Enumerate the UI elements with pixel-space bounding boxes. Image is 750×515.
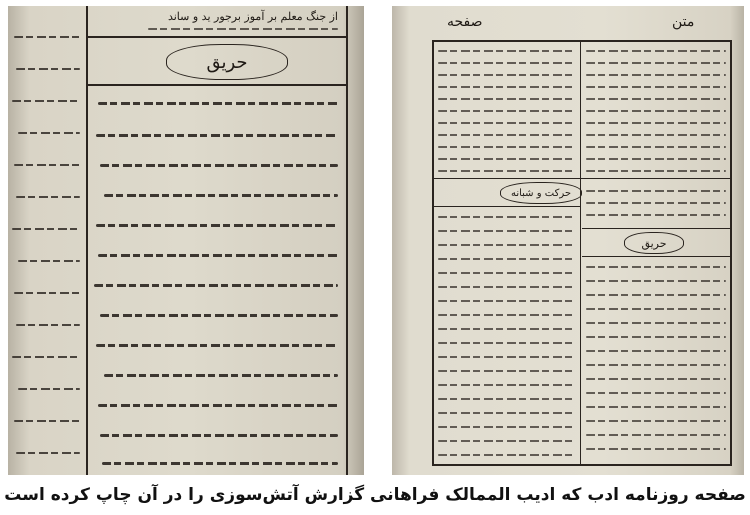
script-line bbox=[438, 216, 576, 218]
heading-rule bbox=[433, 206, 580, 207]
script-line bbox=[98, 254, 338, 257]
script-line bbox=[586, 280, 726, 282]
script-line bbox=[12, 356, 80, 358]
script-line bbox=[438, 412, 576, 414]
script-line bbox=[438, 328, 576, 330]
script-line bbox=[586, 50, 726, 52]
script-line bbox=[438, 122, 576, 124]
heading-rule bbox=[582, 228, 730, 229]
left-top-line: از جنگ معلم بر آموز برجور ید و ساند bbox=[167, 10, 338, 23]
script-line bbox=[438, 98, 576, 100]
script-line bbox=[14, 36, 80, 38]
script-line bbox=[586, 448, 726, 450]
script-line bbox=[98, 404, 338, 407]
script-line bbox=[16, 324, 80, 326]
script-line bbox=[586, 406, 726, 408]
script-line bbox=[586, 214, 726, 216]
script-line bbox=[438, 158, 576, 160]
script-line bbox=[586, 146, 726, 148]
script-line bbox=[438, 314, 576, 316]
script-line bbox=[586, 294, 726, 296]
script-line bbox=[100, 314, 338, 317]
script-line bbox=[96, 134, 338, 137]
script-line bbox=[438, 384, 576, 386]
script-line bbox=[586, 122, 726, 124]
script-line bbox=[438, 426, 576, 428]
heading-rule bbox=[88, 84, 346, 86]
column-divider bbox=[346, 6, 348, 475]
script-line bbox=[586, 74, 726, 76]
script-line bbox=[14, 420, 80, 422]
script-line bbox=[586, 322, 726, 324]
script-line bbox=[438, 356, 576, 358]
script-line bbox=[438, 134, 576, 136]
page-frame bbox=[432, 464, 732, 466]
page-frame bbox=[432, 40, 732, 42]
script-line bbox=[438, 62, 576, 64]
script-line bbox=[98, 102, 338, 105]
script-line bbox=[104, 374, 338, 377]
script-line bbox=[438, 300, 576, 302]
script-line bbox=[586, 170, 726, 172]
script-line bbox=[100, 164, 338, 167]
right-section-heading-2 bbox=[624, 232, 684, 254]
script-line bbox=[148, 28, 338, 30]
script-line bbox=[438, 244, 576, 246]
script-line bbox=[12, 100, 80, 102]
right-section-2-text: حریق bbox=[641, 236, 667, 250]
script-line bbox=[438, 370, 576, 372]
page-frame bbox=[730, 40, 732, 466]
script-line bbox=[586, 62, 726, 64]
script-line bbox=[18, 388, 80, 390]
script-line bbox=[438, 454, 576, 456]
script-line bbox=[100, 434, 338, 437]
script-line bbox=[586, 158, 726, 160]
script-line bbox=[438, 398, 576, 400]
script-line bbox=[586, 350, 726, 352]
script-line bbox=[102, 462, 338, 465]
script-line bbox=[586, 378, 726, 380]
script-line bbox=[438, 146, 576, 148]
page-header-left: صفحه bbox=[447, 14, 483, 30]
script-line bbox=[586, 98, 726, 100]
script-line bbox=[586, 86, 726, 88]
script-line bbox=[586, 392, 726, 394]
script-line bbox=[586, 308, 726, 310]
image-caption: صفحه روزنامه ادب که ادیب الممالک فراهانی گزارش آتش‌سوزی را در آن چاپ کرده است bbox=[4, 485, 746, 505]
script-line bbox=[586, 202, 726, 204]
script-line bbox=[438, 74, 576, 76]
page-frame bbox=[432, 40, 434, 466]
script-line bbox=[586, 110, 726, 112]
script-line bbox=[586, 134, 726, 136]
right-section-1-text: حرکت و شبانه bbox=[510, 187, 572, 199]
script-line bbox=[96, 344, 338, 347]
column-divider bbox=[580, 40, 581, 464]
page-header-right: متن bbox=[672, 14, 695, 30]
right-newspaper-photo bbox=[392, 6, 744, 475]
script-line bbox=[438, 286, 576, 288]
script-line bbox=[438, 230, 576, 232]
script-line bbox=[438, 440, 576, 442]
left-section-heading bbox=[166, 44, 288, 80]
script-line bbox=[438, 110, 576, 112]
script-line bbox=[438, 170, 576, 172]
script-line bbox=[94, 284, 338, 287]
script-line bbox=[586, 420, 726, 422]
script-line bbox=[104, 194, 338, 197]
script-line bbox=[14, 292, 80, 294]
left-newspaper-photo bbox=[8, 6, 364, 475]
script-line bbox=[96, 224, 338, 227]
script-line bbox=[12, 228, 80, 230]
column-divider bbox=[86, 6, 88, 475]
right-section-heading-1 bbox=[500, 182, 582, 204]
script-line bbox=[14, 164, 80, 166]
script-line bbox=[438, 86, 576, 88]
script-line bbox=[16, 196, 80, 198]
script-line bbox=[438, 272, 576, 274]
script-line bbox=[438, 50, 576, 52]
script-line bbox=[18, 132, 80, 134]
script-line bbox=[586, 266, 726, 268]
script-line bbox=[586, 190, 726, 192]
script-line bbox=[586, 336, 726, 338]
script-line bbox=[16, 452, 80, 454]
script-line bbox=[586, 434, 726, 436]
script-line bbox=[16, 68, 80, 70]
script-line bbox=[438, 258, 576, 260]
left-heading-text: حریق bbox=[206, 51, 248, 73]
script-line bbox=[18, 260, 80, 262]
heading-rule bbox=[88, 36, 346, 38]
script-line bbox=[586, 364, 726, 366]
script-line bbox=[438, 342, 576, 344]
heading-rule bbox=[433, 178, 730, 179]
heading-rule bbox=[582, 256, 730, 257]
